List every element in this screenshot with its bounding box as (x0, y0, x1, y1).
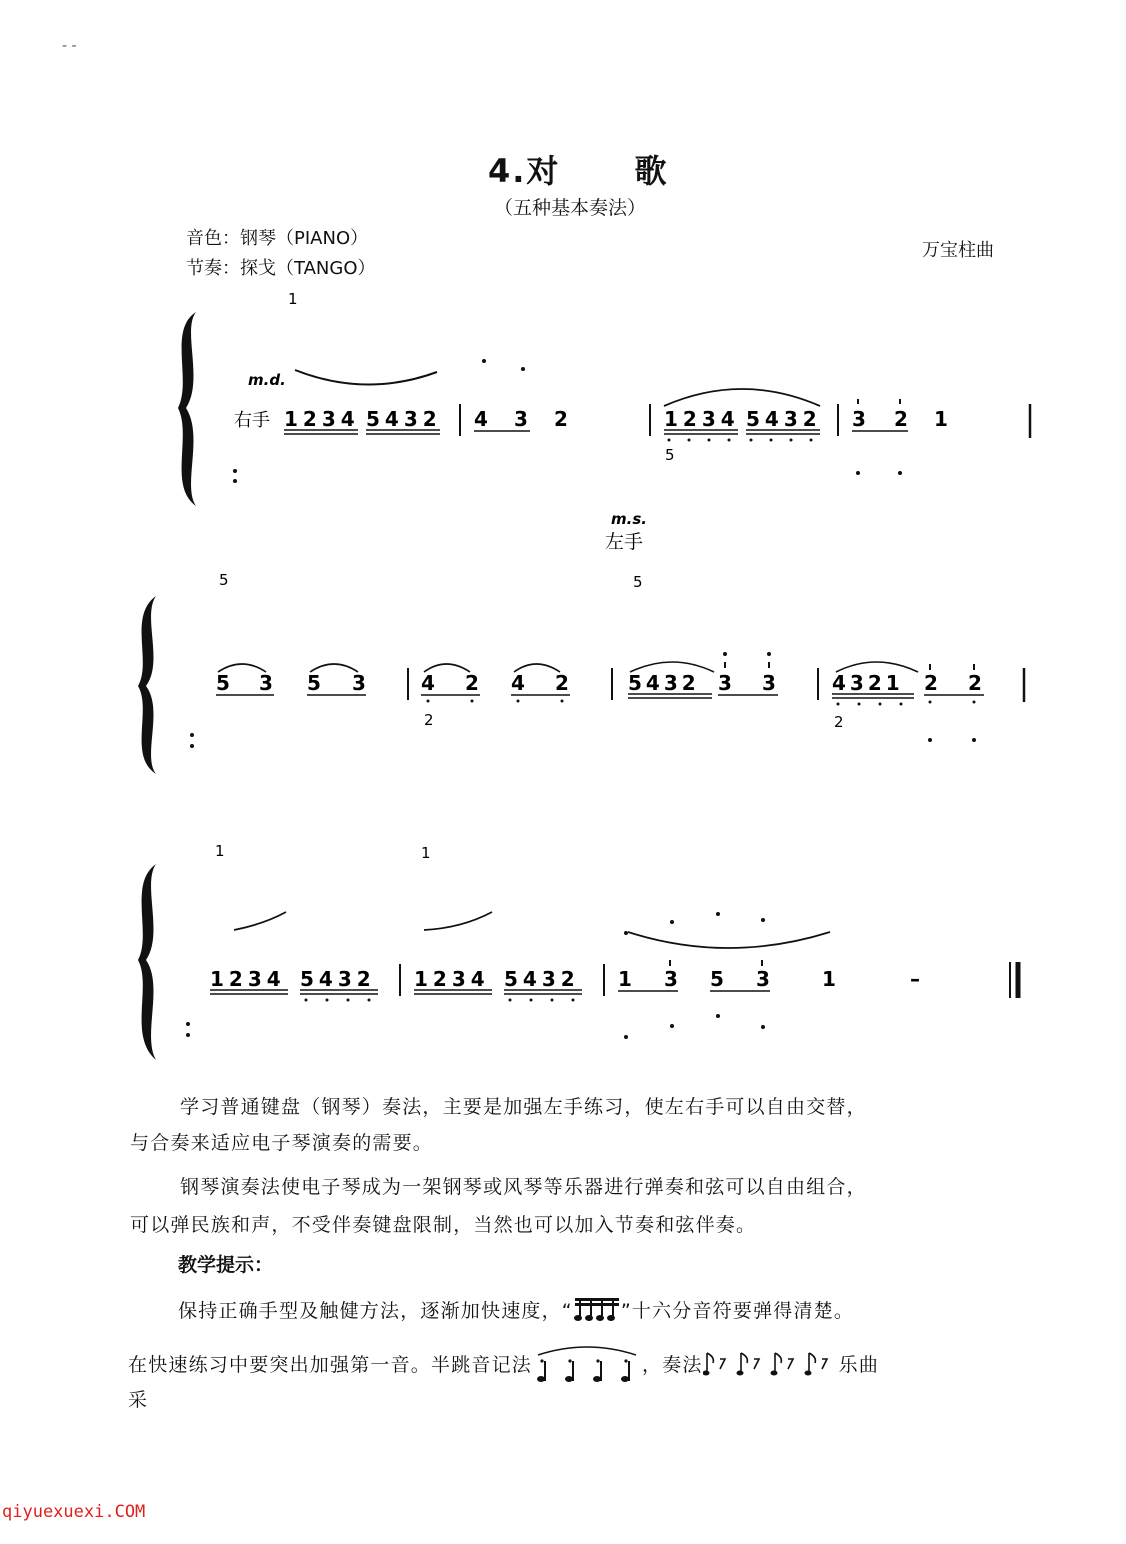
measure-2 (421, 664, 570, 703)
tips-heading: 教学提示： (178, 1254, 274, 1276)
title-char-2: 歌 (634, 152, 669, 190)
note-group: 5432 (746, 407, 822, 431)
note-group: 4321 (832, 671, 904, 695)
hand-label-right: 右手 (234, 410, 270, 431)
note: 4 (511, 671, 525, 695)
tip-line-2 (128, 1345, 879, 1385)
note-group: 1234 (664, 407, 740, 431)
measure-4 (832, 662, 984, 742)
slur (234, 912, 286, 930)
note: 1 (618, 967, 632, 991)
note: 5 (710, 967, 724, 991)
paragraph-1-line-2: 与合奏来适应电子琴演奏的需要。 (130, 1132, 434, 1154)
rhythm-label: 节奏：探戈（TANGO） (186, 258, 376, 279)
paragraph-2-line-2: 可以弹民族和声，不受伴奏键盘限制，当然也可以加入节奏和弦伴奏。 (130, 1214, 757, 1236)
eighth-rest-pattern-icon (703, 1349, 839, 1379)
note: 2 (465, 671, 479, 695)
corner-marks: - - (62, 38, 77, 54)
composer: 万宝柱曲 (922, 240, 994, 261)
finger-number: 5 (633, 573, 643, 591)
tip-line-1 (178, 1296, 854, 1322)
note: 2 (554, 407, 568, 431)
timbre-label: 音色：钢琴（PIANO） (186, 228, 369, 249)
tip-line-2-start: 在快速练习中要突出加强第一音。半跳音记法 (128, 1354, 533, 1376)
tip-line-2-mid: ，奏法 (642, 1354, 703, 1376)
measure-3 (628, 652, 778, 698)
note: 2 (924, 671, 938, 695)
finger-number: 1 (288, 290, 298, 308)
note: 3 (259, 671, 273, 695)
measure-final (618, 960, 920, 991)
note-group: 5432 (366, 407, 442, 431)
tip-line-2-end: 乐曲 (838, 1354, 880, 1376)
note: 1 (934, 407, 948, 431)
finger-number: 2 (834, 713, 844, 731)
dash: – (910, 967, 920, 991)
note-group: 5432 (300, 967, 376, 991)
note: 3 (756, 967, 770, 991)
sixteenth-notes-icon (573, 1296, 621, 1322)
note: 3 (664, 967, 678, 991)
title-char-1: 对 (526, 152, 561, 190)
finger-number: 2 (424, 711, 434, 729)
tip-line-3: 采 (128, 1389, 148, 1411)
note: 3 (762, 671, 776, 695)
subtitle: （五种基本奏法） (494, 197, 647, 219)
finger-number: 5 (219, 571, 229, 589)
md-marking: m.d. (248, 371, 286, 389)
note: 5 (216, 671, 230, 695)
tip-line-1-start: 保持正确手型及触健方法，逐渐加快速度，“ (178, 1300, 573, 1322)
finger-number: 1 (215, 842, 225, 860)
note: 4 (474, 407, 488, 431)
finger-number: 1 (421, 844, 431, 862)
half-staccato-notation-icon (532, 1345, 642, 1385)
note-group: 1234 (414, 967, 490, 991)
note: 2 (894, 407, 908, 431)
tip-line-1-end: ”十六分音符要弹得清楚。 (620, 1300, 855, 1322)
finger-number: 5 (665, 446, 675, 464)
paragraph-1-line-1: 学习普通键盘（钢琴）奏法，主要是加强左手练习，使左右手可以自由交替， (180, 1096, 867, 1118)
system-brace-3 (138, 864, 156, 1060)
note-group: 5432 (504, 967, 580, 991)
system-brace-1 (178, 312, 196, 506)
note: 1 (822, 967, 836, 991)
paragraph-2-line-1: 钢琴演奏法使电子琴成为一架钢琴或风琴等乐器进行弹奏和弦可以自由组合， (180, 1176, 867, 1198)
slur (295, 370, 437, 385)
note-group: 1234 (210, 967, 286, 991)
note: 3 (718, 671, 732, 695)
measure-1 (216, 664, 366, 695)
hand-label-left: 左手 (605, 531, 644, 553)
slur (628, 932, 830, 948)
note: 2 (555, 671, 569, 695)
watermark: qiyuexuexi.COM (2, 1502, 146, 1522)
ms-marking: m.s. (611, 510, 647, 528)
title-number: 4. (488, 152, 527, 190)
note: 2 (968, 671, 982, 695)
note: 3 (352, 671, 366, 695)
note: 3 (514, 407, 528, 431)
note: 3 (852, 407, 866, 431)
note: 4 (421, 671, 435, 695)
slur (664, 389, 820, 406)
note-group: 1234 (284, 407, 360, 431)
note-group: 5432 (628, 671, 700, 695)
slur (424, 912, 492, 930)
note: 5 (307, 671, 321, 695)
system-brace-2 (138, 596, 156, 774)
